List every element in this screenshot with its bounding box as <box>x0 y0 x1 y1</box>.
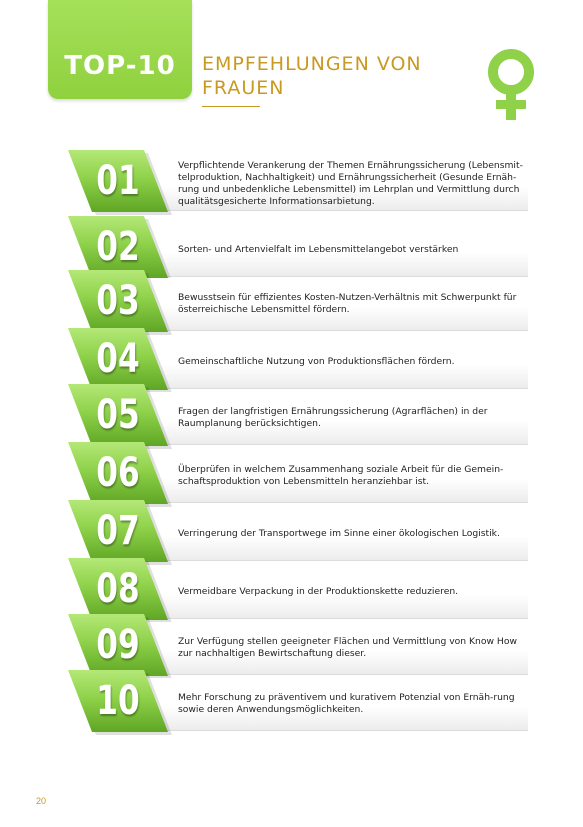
item-number: 05 <box>96 392 140 438</box>
recommendation-item <box>68 150 528 212</box>
top-10-badge <box>48 0 192 99</box>
recommendation-item <box>68 216 528 278</box>
venus-symbol-icon <box>484 48 538 124</box>
item-number: 08 <box>96 566 140 612</box>
item-number: 07 <box>96 508 140 554</box>
item-text: Überprüfen in welchem Zusammenhang soziale Arbeit für die Gemein-schaftsproduktion von Lebensmitteln heranziehbar ist. <box>178 464 504 487</box>
item-text: Mehr Forschung zu präventivem und kurativem Potenzial von Ernäh-rung sowie deren Anwendungsmöglichkeiten. <box>178 692 515 715</box>
item-number: 06 <box>96 450 140 496</box>
item-text: Gemeinschaftliche Nutzung von Produktionsflächen fördern. <box>178 356 455 367</box>
recommendation-item <box>68 670 528 732</box>
recommendation-item <box>68 384 528 446</box>
item-text: Verpflichtende Verankerung der Themen Ernährungssicherung (Lebensmit-telproduktion, Nachhaltigkeit) und Ernährungssicherheit (Gesunde Ernäh-rung und unbedenkliche Lebensmittel) im Lehrplan und Vermittlung durch qualitätsgesicherte Informationsarbietung. <box>178 160 523 207</box>
recommendation-item <box>68 442 528 504</box>
item-number: 02 <box>96 224 140 270</box>
item-text: Sorten- und Artenvielfalt im Lebensmittelangebot verstärken <box>178 244 459 255</box>
recommendation-item <box>68 500 528 562</box>
page-number: 20 <box>36 796 47 806</box>
item-number: 04 <box>96 336 140 382</box>
title-underline <box>202 106 260 107</box>
item-text: Fragen der langfristigen Ernährungssicherung (Agrarflächen) in der Raumplanung berücksichtigen. <box>178 406 488 429</box>
item-text: Zur Verfügung stellen geeigneter Flächen und Vermittlung von Know How zur nachhaltigen Bewirtschaftung dieser. <box>178 636 517 659</box>
item-number: 09 <box>96 622 140 668</box>
badge-label: TOP-10 <box>64 51 176 81</box>
item-number: 01 <box>96 158 140 204</box>
recommendation-item <box>68 614 528 676</box>
item-number: 10 <box>96 678 140 724</box>
recommendation-item <box>68 270 528 332</box>
item-text: Verringerung der Transportwege im Sinne einer ökologischen Logistik. <box>178 528 500 539</box>
item-text: Bewusstsein für effizientes Kosten-Nutzen-Verhältnis mit Schwerpunkt für österreichische Lebensmittel fördern. <box>178 292 517 315</box>
recommendation-item <box>68 558 528 620</box>
recommendation-item <box>68 328 528 390</box>
page-title: EMPFEHLUNGEN VON FRAUEN <box>202 53 422 99</box>
item-number: 03 <box>96 278 140 324</box>
item-text: Vermeidbare Verpackung in der Produktionskette reduzieren. <box>178 586 459 597</box>
